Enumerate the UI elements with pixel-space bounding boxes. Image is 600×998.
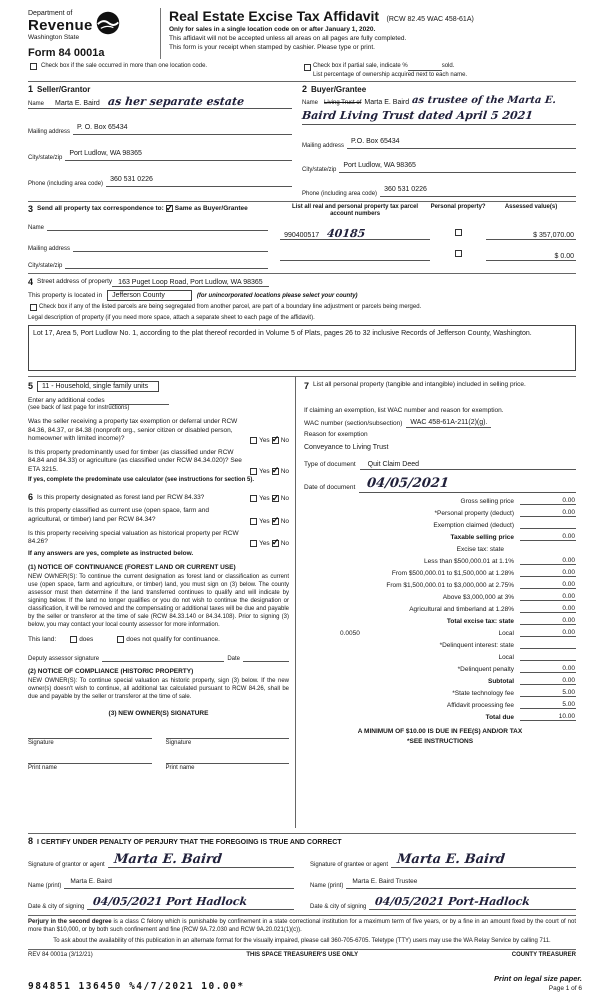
money-label: Local <box>498 629 514 637</box>
document-date-label: Date of document <box>304 484 356 492</box>
parcel-row-1 <box>280 222 576 240</box>
notice-continuance-body: NEW OWNER(S): To continue the current designation as forest land or classification as current use (open space, farm and agriculture, or timber) land, you must sign on (3) below. The county assessor must then determine if the land transferred continues to qualify and will indicate by signing below. If the land no longer qualifies or you do not wish to continue the designation or classification, it will be removed and the compensating or additional taxes will be due and payable by the seller or transferor at the time of sale (RCW 84.33.140 or 84.34.108). Prior to signing (3) below, you may contact your local county assessor for more information. <box>28 574 289 628</box>
s5-q1-no-checkbox[interactable] <box>272 437 279 444</box>
money-value[interactable]: 0.00 <box>520 533 576 541</box>
money-label: From $1,500,000.01 to $3,000,000 at 2.75% <box>386 581 514 589</box>
no-label: No <box>280 436 289 444</box>
money-row-tier4 <box>304 593 576 601</box>
owner-signature-field-1[interactable] <box>28 729 152 739</box>
s6-q3-text: Is this property receiving special valuation as historical property per RCW 84.26? <box>28 529 239 546</box>
document-date-field[interactable] <box>359 474 576 493</box>
deputy-assessor-row <box>28 653 289 662</box>
partial-sale-checkbox[interactable] <box>304 64 311 71</box>
s5-q2-yes-checkbox[interactable] <box>250 468 257 475</box>
money-label: Total due <box>485 713 514 721</box>
deputy-date-label: Date <box>227 655 240 662</box>
buyer-city-value[interactable]: Port Ludlow, WA 98365 <box>343 161 416 169</box>
corr-city-field[interactable] <box>65 260 268 269</box>
grantor-date-handwriting: 04/05/2021 Port Hadlock <box>92 894 249 908</box>
section-correspondence <box>28 201 576 269</box>
ownership-note: List percentage of ownership acquired next to each name. <box>313 71 468 78</box>
money-row-total-due <box>304 713 576 721</box>
yes-label: Yes <box>259 539 270 547</box>
section8-number: 8 <box>28 835 34 846</box>
buyer-name-handwriting-2: Baird Living Trust dated April 5 2021 <box>301 108 534 122</box>
state-label: Washington State <box>28 34 80 41</box>
treasurer-space-label: THIS SPACE TREASURER'S USE ONLY <box>246 952 359 958</box>
money-value[interactable]: 0.00 <box>520 605 576 613</box>
grantor-signature-handwriting: Marta E. Baird <box>112 851 223 867</box>
assessed-value-header: Assessed value(s) <box>504 203 558 210</box>
yes-label: Yes <box>259 495 270 503</box>
s6-question-3 <box>28 530 289 547</box>
corr-city-label: City/state/zip <box>28 262 63 269</box>
certification-statement: I CERTIFY UNDER PENALTY OF PERJURY THAT THE FOREGOING IS TRUE AND CORRECT <box>37 838 342 846</box>
seller-mailing-value[interactable]: P. O. Box 65434 <box>77 123 128 131</box>
excise-tax-state-header: Excise tax: state <box>456 545 504 553</box>
seller-city-label: City/state/zip <box>28 154 63 161</box>
page-number: Page 1 of 6 <box>548 985 582 992</box>
money-value[interactable]: 5.00 <box>520 689 576 697</box>
section-seller <box>28 84 302 197</box>
s6-q2-yes-checkbox[interactable] <box>250 518 257 525</box>
money-row-total-state <box>304 617 576 625</box>
multi-location-checkbox[interactable] <box>30 63 37 70</box>
perjury-notice <box>28 915 576 934</box>
deputy-signature-field[interactable] <box>102 653 224 662</box>
partial-sale-label: Check box if partial sale, indicate % <box>313 63 408 69</box>
parties-section <box>28 81 576 197</box>
dept-of-label: Department of <box>28 10 73 17</box>
does-label: does <box>79 635 94 643</box>
no-label: No <box>280 539 289 547</box>
personal-property-header: Personal property? <box>430 203 486 210</box>
no-label: No <box>280 517 289 525</box>
s6-q2-text: Is this property classified as current use (open space, farm and agricultural, or timber) land per RCW 84.34? <box>28 507 210 524</box>
parcel-table <box>280 204 576 269</box>
print-name-caption: Print name <box>28 764 58 771</box>
section-tax <box>296 377 576 828</box>
money-row-subtotal <box>304 677 576 685</box>
s5-q2-answers <box>248 468 289 475</box>
s6-q1-no-checkbox[interactable] <box>272 495 279 502</box>
grantee-signature-field[interactable] <box>391 849 576 868</box>
money-label: Total excise tax: state <box>446 617 514 625</box>
seller-mailing-label: Mailing address <box>28 128 71 135</box>
s6-q1-yes-checkbox[interactable] <box>250 495 257 502</box>
notice-continuance-title: (1) NOTICE OF CONTINUANCE (FOREST LAND OR CURRENT USE) <box>28 564 236 572</box>
notice-compliance-title: (2) NOTICE OF COMPLIANCE (HISTORIC PROPERTY) <box>28 667 194 675</box>
land-qualify-row <box>28 636 289 643</box>
local-rate-value: 0.0050 <box>340 629 360 637</box>
section5-number: 5 <box>28 381 34 392</box>
money-label: Taxable selling price <box>450 533 514 541</box>
seller-title: Seller/Grantor <box>37 84 91 94</box>
money-value[interactable]: 0.00 <box>520 581 576 589</box>
assessed-value-2[interactable]: $ 0.00 <box>486 253 576 261</box>
grantee-signature-block <box>310 847 576 910</box>
grantee-signature-handwriting: Marta E. Baird <box>396 851 506 867</box>
s5-calculator-note: If yes, complete the predominate use calculator (see instructions for section 5). <box>28 476 255 483</box>
yes-label: Yes <box>259 517 270 525</box>
agency-block <box>28 8 160 59</box>
money-label: From $500,000.01 to $1,500,000 at 1.28% <box>391 569 514 577</box>
personal-property-list-label: List all personal property (tangible and intangible) included in selling price. <box>313 380 526 388</box>
middle-columns <box>28 376 576 828</box>
money-label: Less than $500,000.01 at 1.1% <box>424 557 514 565</box>
document-date-handwriting: 04/05/2021 <box>366 475 450 491</box>
section1-number: 1 <box>28 83 34 94</box>
note-single-location: Only for sales in a single location code on or after January 1, 2020. <box>169 26 376 33</box>
s6-question-2 <box>28 507 289 524</box>
money-row-delinq-interest-local <box>304 653 576 661</box>
county-note: (for unincorporated locations please select your county) <box>196 293 358 299</box>
parcel-header: List all real and personal property tax parcel account numbers <box>292 203 419 218</box>
exemption-reason-label: Reason for exemption <box>304 431 368 439</box>
section-certification <box>28 833 576 910</box>
buyer-name-handwriting-1: as trustee of the Marta E. <box>411 94 557 106</box>
land-does-not-checkbox[interactable] <box>117 636 124 643</box>
section2-number: 2 <box>302 83 308 94</box>
note-not-accepted: This affidavit will not be accepted unless all areas on all pages are fully completed. <box>169 34 407 42</box>
grantor-date-field[interactable] <box>87 891 294 910</box>
rev-form-id: REV 84 0001a (3/12/21) <box>28 952 93 958</box>
legal-description-value[interactable]: Lot 17, Area 5, Port Ludlow No. 1, according to the plat thereof recorded in Volume 5 of Plats, pages 26 to 32 inclusive Records of Jefferson County, Washington. <box>28 325 576 371</box>
form-number: Form 84 0001a <box>28 47 105 59</box>
money-value[interactable]: 0.00 <box>520 593 576 601</box>
s5-q2-text: Is this property predominantly used for timber (as classified under RCW 84.84 and 84.33) or agriculture (as classified under RCW 84.34.020)? See ETA 3215. <box>28 448 242 473</box>
corr-name-label: Name <box>28 224 45 231</box>
seller-name-label: Name <box>28 100 45 107</box>
money-row-exemption-deduct <box>304 521 576 529</box>
parcel-number-1[interactable]: 990400517 <box>284 231 320 239</box>
buyer-city-label: City/state/zip <box>302 166 337 173</box>
segregated-checkbox[interactable] <box>30 304 37 311</box>
legal-description-label: Legal description of property (if you need more space, attach a separate sheet to each page of the affidavit). <box>28 314 315 321</box>
money-label: Exemption claimed (deduct) <box>433 521 514 529</box>
seller-phone-label: Phone (including area code) <box>28 180 104 187</box>
see-instructions-note: *SEE INSTRUCTIONS <box>406 737 474 745</box>
owner-printname-field-1[interactable] <box>28 754 152 764</box>
form-title: Real Estate Excise Tax Affidavit <box>169 8 380 24</box>
grantee-printname-value: Marta E. Baird Trustee <box>352 877 418 885</box>
money-label: Affidavit processing fee <box>446 701 514 709</box>
grantor-signature-field[interactable] <box>108 849 294 868</box>
grantor-printname-value: Marta E. Baird <box>70 877 112 885</box>
s6-q1-text: Is this property designated as forest land per RCW 84.33? <box>37 493 205 501</box>
money-label: Above $3,000,000 at 3% <box>442 593 514 601</box>
notice-compliance-body: NEW OWNER(S): To continue special valuation as historic property, sign (3) below. If the new owner(s) doesn't wish to continue, all additional tax calculated pursuant to RCW 84.26, shall be due and payable by the seller or transferor at the time of sale. <box>28 677 289 700</box>
money-value[interactable]: 0.00 <box>520 509 576 517</box>
personal-property-checkbox-2[interactable] <box>455 250 462 257</box>
money-row-tier1 <box>304 557 576 565</box>
buyer-title: Buyer/Grantee <box>311 84 367 94</box>
money-value[interactable]: 0.00 <box>520 497 576 505</box>
segregated-note: Check box if any of the listed parcels are being segregated from another parcel, are part of a boundary line adjustment or parcels being merged. <box>39 303 422 310</box>
sold-label: sold. <box>441 63 455 69</box>
seller-name-value[interactable]: Marta E. Baird <box>55 99 100 107</box>
left-column <box>28 377 296 828</box>
grantor-signature-label: Signature of grantor or agent <box>28 861 105 868</box>
assessed-value-1[interactable]: $ 357,070.00 <box>486 232 576 240</box>
exemption-reason-value[interactable]: Conveyance to Living Trust <box>304 443 389 451</box>
grantor-signature-block <box>28 847 294 910</box>
note-receipt: This form is your receipt when stamped by cashier. Please type or print. <box>169 43 375 51</box>
same-as-buyer-label: Same as Buyer/Grantee <box>174 204 248 212</box>
money-row-personal-deduct <box>304 509 576 517</box>
money-row-processing-fee <box>304 701 576 709</box>
multi-location-label: Check box if the sale occurred in more than one location code. <box>41 63 208 69</box>
corr-name-field[interactable] <box>47 222 268 231</box>
section-buyer <box>302 84 576 197</box>
footer-row <box>28 949 576 958</box>
document-type-label: Type of document <box>304 461 356 469</box>
agency-name: Revenue <box>28 17 93 34</box>
buyer-name-label: Name <box>302 99 319 106</box>
legal-size-note: Print on legal size paper. <box>494 974 582 983</box>
additional-codes-note: (see back of last page for instructions) <box>28 405 130 412</box>
money-label: Local <box>498 653 514 661</box>
money-row-gross <box>304 497 576 505</box>
money-value[interactable] <box>520 653 576 661</box>
grantor-printname-field[interactable] <box>64 870 294 889</box>
minimum-fee-note: A MINIMUM OF $10.00 IS DUE IN FEE(S) AND/OR TAX <box>357 727 523 735</box>
buyer-phone-label: Phone (including area code) <box>302 190 378 197</box>
money-label: *Personal property (deduct) <box>434 509 514 517</box>
does-not-label: does not qualify for continuance. <box>126 635 220 643</box>
money-value[interactable]: 0.00 <box>520 617 576 625</box>
grantee-date-label: Date & city of signing <box>310 903 367 910</box>
money-value[interactable]: 0.00 <box>520 677 576 685</box>
perjury-bold: Perjury in the second degree <box>28 918 112 925</box>
section3-number: 3 <box>28 203 34 214</box>
signature-caption: Signature <box>28 739 54 746</box>
money-row-tier3 <box>304 581 576 589</box>
additional-codes-field[interactable] <box>109 398 169 405</box>
s6-q1-answers <box>248 495 289 502</box>
money-row-agricultural <box>304 605 576 613</box>
buyer-mailing-label: Mailing address <box>302 142 345 149</box>
seller-name-handwriting: as her separate estate <box>107 94 245 108</box>
personal-property-checkbox-1[interactable] <box>455 229 462 236</box>
page-bottom <box>28 974 582 992</box>
money-label: *State technology fee <box>452 689 514 697</box>
deputy-date-field[interactable] <box>243 655 289 662</box>
yes-label: Yes <box>259 467 270 475</box>
grantee-printname-label: Name (print) <box>310 882 344 889</box>
grantee-date-handwriting: 04/05/2021 Port-Hadlock <box>374 894 531 908</box>
wac-number-value[interactable]: WAC 458-61A-211(2)(g). <box>406 418 491 428</box>
form-header <box>28 8 576 59</box>
seller-phone-value[interactable]: 360 531 0226 <box>110 175 153 183</box>
parcel-row-2 <box>280 243 576 261</box>
top-checkbox-row <box>28 63 576 78</box>
section6-number: 6 <box>28 492 34 503</box>
county-treasurer-label: COUNTY TREASURER <box>511 952 576 958</box>
treasurer-stamp-text: 984851 136450 %4/7/2021 10.00* <box>28 981 245 992</box>
money-label: *Delinquent interest: state <box>439 641 514 649</box>
money-row-delinq-penalty <box>304 665 576 673</box>
s6-q2-no-checkbox[interactable] <box>272 518 279 525</box>
money-value[interactable]: 0.00 <box>520 629 576 637</box>
send-correspondence-label: Send all property tax correspondence to: <box>37 204 164 212</box>
money-label: Subtotal <box>488 677 514 685</box>
grantor-date-label: Date & city of signing <box>28 903 85 910</box>
signature-caption: Signature <box>165 739 192 746</box>
money-label: Gross selling price <box>460 497 514 505</box>
land-does-checkbox[interactable] <box>70 636 77 643</box>
county-select[interactable]: Jefferson County <box>107 290 192 301</box>
wac-number-label: WAC number (section/subsection) <box>304 419 403 427</box>
seller-city-value[interactable]: Port Ludlow, WA 98365 <box>69 149 142 157</box>
money-value[interactable]: 10.00 <box>520 713 576 721</box>
section-use-code <box>28 381 289 392</box>
s6-q2-answers <box>248 518 289 525</box>
parcel-handwriting-1: 40185 <box>326 226 367 240</box>
buyer-mailing-value[interactable]: P.O. Box 65434 <box>351 137 400 145</box>
money-row-delinq-interest-state <box>304 641 576 649</box>
owner-signature-field-2[interactable] <box>166 729 290 739</box>
s6-if-yes-note: If any answers are yes, complete as instructed below. <box>28 549 194 557</box>
perjury-rest: is a class C felony which is punishable by confinement in a state correctional institution for a maximum term of five years, or by a fine in an amount fixed by the court of not more than $10,000, or by both such confinement and fine (RCW 9A.72.030 and RCW 9A.20.021(1)(c)). <box>28 918 577 933</box>
s5-q1-yes-checkbox[interactable] <box>250 437 257 444</box>
partial-sale-percent-field[interactable] <box>408 64 442 71</box>
money-value[interactable]: 5.00 <box>520 701 576 709</box>
additional-codes-label: Enter any additional codes <box>28 396 105 404</box>
revenue-logo-icon <box>96 11 120 40</box>
section7-number: 7 <box>304 380 310 391</box>
no-label: No <box>280 467 289 475</box>
exemption-claim-label: If claiming an exemption, list WAC number and reason for exemption. <box>304 406 504 414</box>
buyer-name-value[interactable]: Marta E. Baird <box>364 98 410 106</box>
owner-signature-row <box>28 729 289 746</box>
money-row-taxable <box>304 533 576 541</box>
s5-question-1 <box>28 418 289 444</box>
street-address-label: Street address of property <box>37 278 113 286</box>
no-label: No <box>280 495 289 503</box>
deputy-signature-label: Deputy assessor signature <box>28 655 100 662</box>
corr-mailing-label: Mailing address <box>28 245 71 252</box>
s5-q2-no-checkbox[interactable] <box>272 468 279 475</box>
accessibility-notice: To ask about the availability of this publication in an alternate format for the visually impaired, please call 360-705-6705. Teletype (TTY) users may use the WA Relay Service by calling 711. <box>53 937 551 944</box>
money-value[interactable] <box>520 641 576 649</box>
s6-q3-yes-checkbox[interactable] <box>250 540 257 547</box>
grantee-signature-label: Signature of grantee or agent <box>310 861 389 868</box>
section-property <box>28 273 576 371</box>
rcw-reference: (RCW 82.45 WAC 458-61A) <box>386 16 474 23</box>
money-value[interactable]: 0.00 <box>520 557 576 565</box>
s5-q1-text: Was the seller receiving a property tax exemption or deferral under RCW 84.36, 84.37, or 84.38 (nonprofit org., senior citizen or disabled person, homeowner with limited income)? <box>28 418 238 443</box>
new-owner-signature-title: (3) NEW OWNER(S) SIGNATURE <box>108 709 209 717</box>
owner-printname-field-2[interactable] <box>166 754 290 764</box>
buyer-phone-value[interactable]: 360 531 0226 <box>384 185 427 193</box>
money-value[interactable]: 0.00 <box>520 569 576 577</box>
buyer-name-struck: Living Trust of <box>324 99 362 106</box>
owner-printname-row <box>28 754 289 771</box>
grantee-printname-field[interactable] <box>346 870 576 889</box>
s6-q3-answers <box>248 540 289 547</box>
print-name-caption: Print name <box>165 764 195 771</box>
land-use-code-value[interactable]: 11 - Household, single family units <box>37 381 159 392</box>
s5-q1-answers <box>248 437 289 444</box>
s6-q3-no-checkbox[interactable] <box>272 540 279 547</box>
money-label: Agricultural and timberland at 1.28% <box>409 605 514 613</box>
this-land-label: This land: <box>28 635 57 643</box>
section4-number: 4 <box>28 276 34 287</box>
money-row-tier2 <box>304 569 576 577</box>
money-row-local <box>304 629 576 637</box>
s6-question-1 <box>28 492 289 502</box>
s5-question-2 <box>28 449 289 475</box>
money-label: *Delinquent penalty <box>457 665 514 673</box>
money-value[interactable]: 0.00 <box>520 665 576 673</box>
same-as-buyer-checkbox[interactable] <box>166 205 173 212</box>
document-type-value[interactable]: Quit Claim Deed <box>360 460 576 470</box>
located-in-label: This property is located in <box>28 292 103 300</box>
grantor-printname-label: Name (print) <box>28 882 62 889</box>
money-row-tech-fee <box>304 689 576 697</box>
yes-label: Yes <box>259 436 270 444</box>
corr-mailing-field[interactable] <box>73 243 268 252</box>
grantee-date-field[interactable] <box>369 891 576 910</box>
street-address-value[interactable]: 163 Puget Loop Road, Port Ludlow, WA 98365 <box>112 279 269 287</box>
money-value[interactable] <box>520 521 576 529</box>
